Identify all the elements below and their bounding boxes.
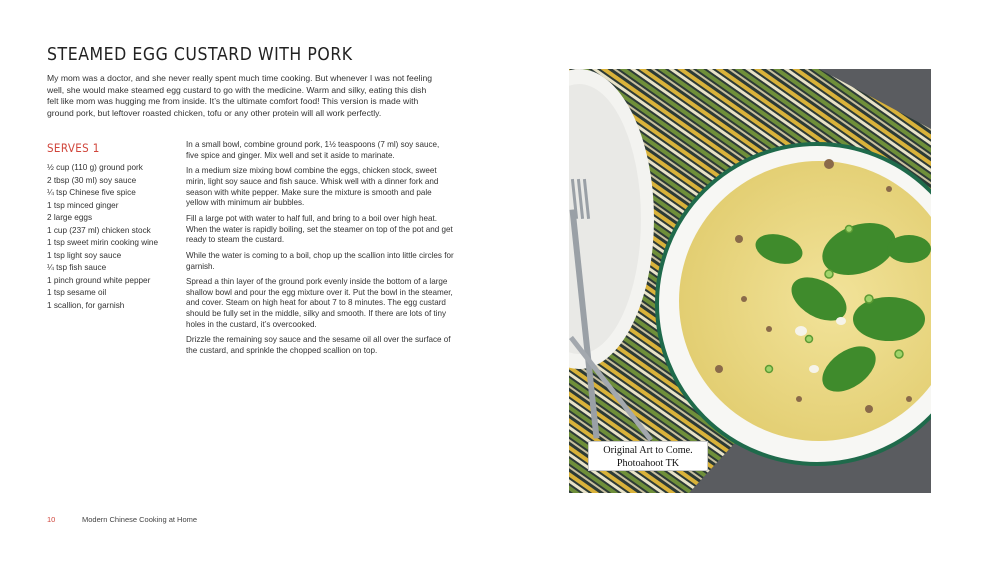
- ingredient-item: 1 scallion, for garnish: [47, 300, 125, 310]
- ingredient-item: 1 tsp minced ginger: [47, 200, 119, 210]
- caption-line-2: Photoahoot TK: [616, 457, 680, 469]
- method-steps: [186, 140, 454, 362]
- ingredient-item: ¼ tsp Chinese five spice: [47, 188, 136, 197]
- ingredient-item: 2 tbsp (30 ml) soy sauce: [47, 175, 137, 185]
- caption-line-1: Original Art to Come.: [603, 445, 693, 456]
- dish-photo: [569, 69, 931, 493]
- ingredient-item: ½ cup (110 g) ground pork: [47, 163, 143, 172]
- recipe-title: STEAMED EGG CUSTARD WITH PORK: [47, 45, 353, 65]
- ingredient-item: 1 tsp sweet mirin cooking wine: [47, 238, 159, 247]
- intro-paragraph: My mom was a doctor, and she never really spent much time cooking. But whenever I was not feeling well, she would make steamed egg custard to go with the medicine. Warm and silky, eating this dish felt like mom was hugging me from inside. It’s the ultimate comfort food! This version is made with ground pork, but leftover roasted chicken, tofu or any other protein will all work perfectly.: [47, 73, 432, 118]
- method-step: Fill a large pot with water to half full, and bring to a boil over high heat. When the water is rapidly boiling, set the steamer on top of the pot and get ready to steam the custard.: [186, 213, 453, 245]
- method-step: While the water is coming to a boil, chop up the scallion into little circles for garnish.: [186, 250, 454, 271]
- ingredient-item: 1 cup (237 ml) chicken stock: [47, 225, 151, 235]
- method-step: In a small bowl, combine ground pork, 1½ teaspoons (7 ml) soy sauce, five spice and ginger. Mix well and set it aside to marinate.: [186, 140, 440, 160]
- method-step: Spread a thin layer of the ground pork evenly inside the bottom of a large shallow bowl and pour the egg mixture over it. Put the bowl in the steamer, and cover. Steam on high heat for about 7 to 8 minutes. The egg custard should be fully set in the middle, silky and smooth. If there are lots of tiny holes in the custard, it’s overcooked.: [186, 277, 453, 329]
- ingredient-item: ¼ tsp fish sauce: [47, 263, 107, 272]
- ingredient-list: [47, 162, 182, 312]
- serves-heading: SERVES 1: [47, 141, 100, 155]
- photo-caption: [588, 441, 708, 471]
- page-number: 10: [47, 515, 56, 524]
- ingredient-item: 1 pinch ground white pepper: [47, 275, 151, 285]
- ingredient-item: 1 tsp sesame oil: [47, 288, 107, 297]
- ingredient-item: 2 large eggs: [47, 213, 93, 222]
- running-footer-title: Modern Chinese Cooking at Home: [82, 515, 198, 524]
- method-step: In a medium size mixing bowl combine the eggs, chicken stock, sweet mirin, light soy sauce and fish sauce. Whisk well with a dinner fork and season with white pepper. Make sure the mixture is smooth and pale yellow with minimum air bubbles.: [186, 166, 439, 208]
- egg-custard-illustration: [569, 69, 931, 493]
- ingredient-item: 1 tsp light soy sauce: [47, 250, 122, 260]
- method-step: Drizzle the remaining soy sauce and the sesame oil all over the surface of the custard, and sprinkle the chopped scallion on top.: [186, 335, 451, 356]
